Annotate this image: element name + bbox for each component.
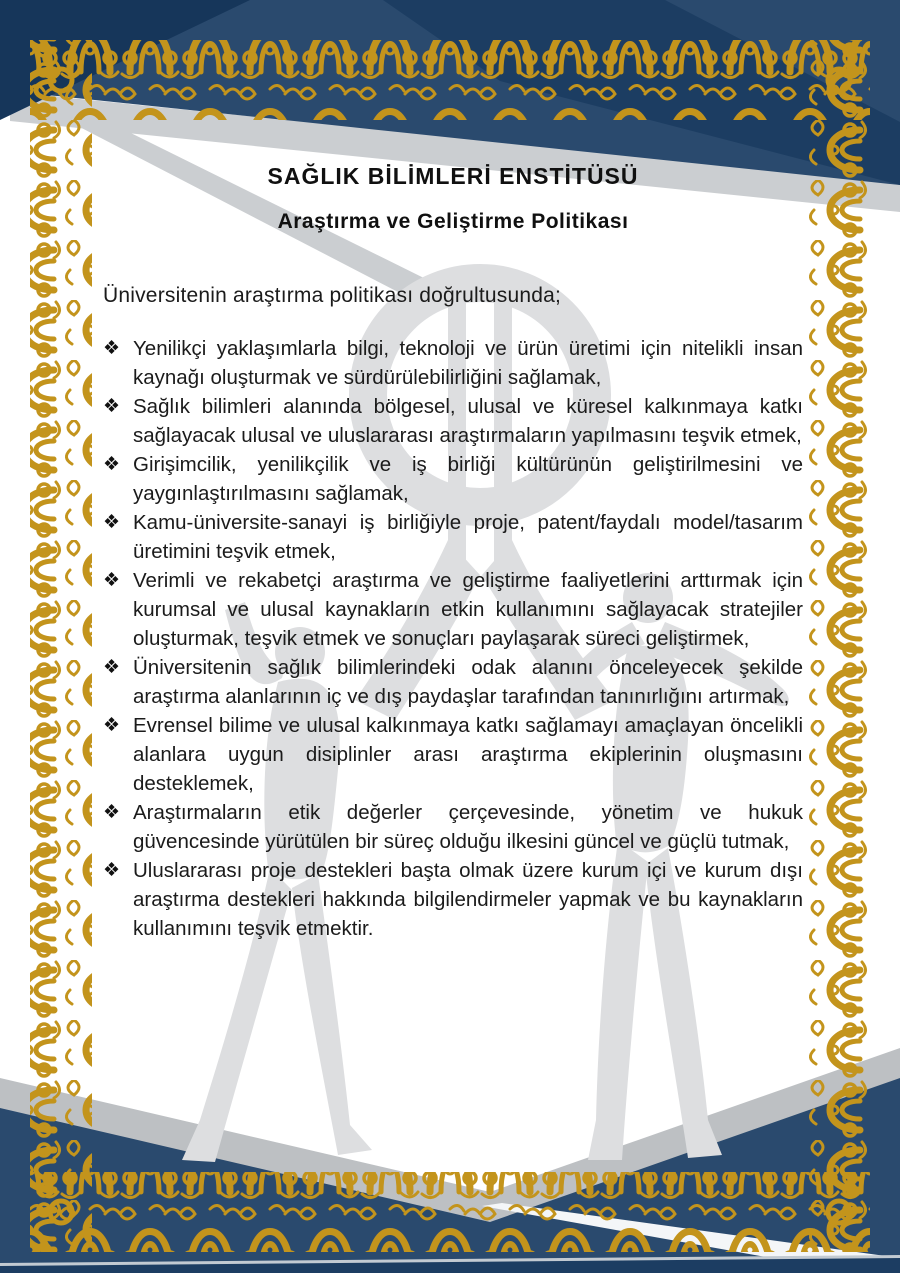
document-content — [103, 0, 803, 943]
policy-item-text: Evrensel bilime ve ulusal kalkınmaya katkı sağlamayı amaçlayan öncelikli alanlara uygun disiplinler arası araştırma ekiplerinin oluşmasını desteklemek, — [133, 714, 803, 795]
policy-list-item — [103, 856, 803, 943]
policy-list-item — [103, 566, 803, 653]
diamond-bullet-icon: ❖ — [103, 860, 121, 881]
policy-item-text: Yenilikçi yaklaşımlarla bilgi, teknoloji ve ürün üretimi için nitelikli insan kaynağı oluşturmak ve sürdürülebilirliğini sağlamak, — [133, 337, 803, 389]
policy-item-text: Sağlık bilimleri alanında bölgesel, ulusal ve küresel kalkınmaya katkı sağlayacak ulusal ve uluslararası araştırmaların yapılmasını teşvik etmek, — [133, 395, 803, 447]
intro-paragraph: Üniversitenin araştırma politikası doğrultusunda; — [103, 284, 562, 307]
policy-item-text: Araştırmaların etik değerler çerçevesinde, yönetim ve hukuk güvencesinde yürütülen bir süreç olduğu ilkesini güncel ve güçlü tutmak, — [133, 801, 803, 853]
diamond-bullet-icon: ❖ — [103, 802, 121, 823]
page-title: SAĞLIK BİLİMLERİ ENSTİTÜSÜ — [267, 163, 639, 189]
page-subtitle: Araştırma ve Geliştirme Politikası — [277, 210, 629, 233]
policy-list-item — [103, 711, 803, 798]
diamond-bullet-icon: ❖ — [103, 570, 121, 591]
policy-list-item — [103, 653, 803, 711]
policy-item-text: Kamu-üniversite-sanayi iş birliğiyle proje, patent/faydalı model/tasarım üretimini teşvik etmek, — [133, 511, 803, 563]
diamond-bullet-icon: ❖ — [103, 512, 121, 533]
policy-item-text: Üniversitenin sağlık bilimlerindeki odak alanını önceleyecek şekilde araştırma alanlarının iç ve dış paydaşlar tarafından tanınırlığını artırmak, — [133, 656, 803, 708]
policy-item-text: Uluslararası proje destekleri başta olmak üzere kurum içi ve kurum dışı araştırma destekleri hakkında bilgilendirmeler yapmak ve bu kaynakların kullanımını teşvik etmektir. — [133, 859, 803, 940]
policy-list-item — [103, 392, 803, 450]
diamond-bullet-icon: ❖ — [103, 396, 121, 417]
diamond-bullet-icon: ❖ — [103, 454, 121, 475]
policy-list — [103, 334, 803, 943]
diamond-bullet-icon: ❖ — [103, 657, 121, 678]
policy-item-text: Girişimcilik, yenilikçilik ve iş birliği kültürünün geliştirilmesini ve yaygınlaştırılmasını sağlamak, — [133, 453, 803, 505]
policy-list-item — [103, 798, 803, 856]
diamond-bullet-icon: ❖ — [103, 338, 121, 359]
policy-item-text: Verimli ve rekabetçi araştırma ve geliştirme faaliyetlerini arttırmak için kurumsal ve ulusal kaynakların etkin kullanımını sağlayacak stratejiler oluşturmak, teşvik etmek ve sonuçları paylaşarak süreci geliştirmek, — [133, 569, 803, 650]
diamond-bullet-icon: ❖ — [103, 715, 121, 736]
policy-list-item — [103, 334, 803, 392]
policy-list-item — [103, 450, 803, 508]
policy-list-item — [103, 508, 803, 566]
